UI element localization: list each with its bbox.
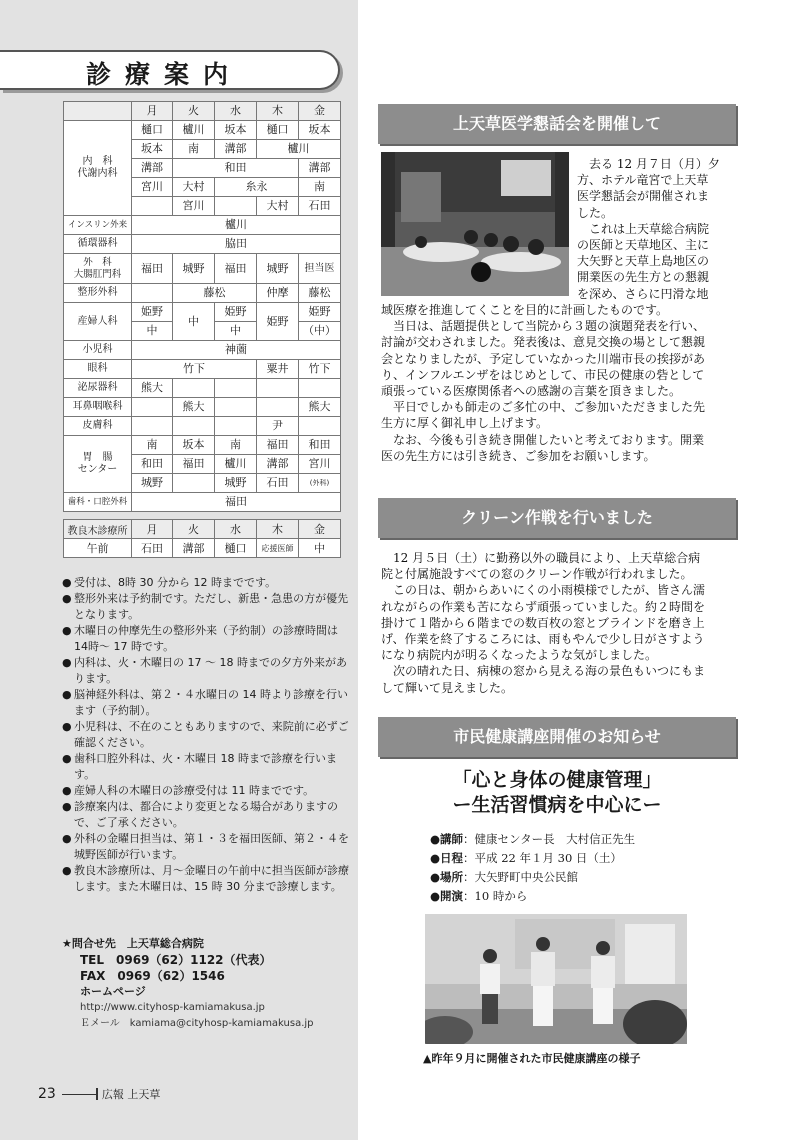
day-tue: 火 bbox=[173, 520, 215, 539]
schedule-header-row bbox=[64, 102, 341, 121]
nuki-clinic-label: 教良木診療所 bbox=[64, 520, 132, 539]
cell: 樋口 bbox=[215, 539, 257, 558]
text-line: げ、作業を終了するころには、雨もやんで少し日がさすよう bbox=[381, 632, 705, 647]
text-line: した。 bbox=[577, 205, 614, 220]
day-wed: 水 bbox=[215, 520, 257, 539]
cell: 粟井 bbox=[257, 360, 299, 379]
cell: 福田 bbox=[132, 493, 341, 512]
table-row bbox=[64, 379, 341, 398]
dept-jibika: 耳鼻咽喉科 bbox=[64, 398, 132, 417]
row-label: 午前 bbox=[64, 539, 132, 558]
cell bbox=[215, 417, 257, 436]
section-heading-lecture: 市民健康講座開催のお知らせ bbox=[378, 717, 736, 757]
text-line: 頑張っている医療関係者への感謝の言葉を頂きました。 bbox=[381, 384, 682, 399]
cell: 溝部 bbox=[132, 159, 173, 178]
footer-rule bbox=[62, 1094, 96, 1095]
text-line: して輝いて見えました。 bbox=[381, 680, 514, 695]
cell: 石田 bbox=[299, 197, 341, 216]
cell: 和田 bbox=[299, 436, 341, 455]
cell: 城野 bbox=[173, 254, 215, 284]
day-mon: 月 bbox=[132, 102, 173, 121]
text-line: 域医療を推進してくことを目的に計画したものです。 bbox=[381, 303, 669, 317]
left-panel bbox=[0, 0, 358, 1140]
cell: 脇田 bbox=[132, 235, 341, 254]
section-title-tab bbox=[0, 50, 340, 90]
lecture-lecturer bbox=[430, 830, 730, 849]
table-row bbox=[64, 284, 341, 303]
table-row bbox=[64, 417, 341, 436]
key: ●開演 bbox=[430, 889, 464, 903]
lecture-date bbox=[430, 849, 730, 868]
table-row bbox=[64, 216, 341, 235]
value: ：健康センター長 大村信正先生 bbox=[463, 832, 636, 846]
table-row bbox=[64, 436, 341, 455]
cell bbox=[173, 474, 215, 493]
text-line: の医師と天草地区、主に bbox=[577, 238, 710, 253]
text-line: り、インフルエンザをはじめとして、市民の健康の砦として bbox=[381, 367, 705, 382]
dept-seikei: 整形外科 bbox=[64, 284, 132, 303]
section-heading-clean: クリーン作戦を行いました bbox=[378, 498, 736, 538]
cell: 石田 bbox=[132, 539, 173, 558]
dept-junkanki: 循環器科 bbox=[64, 235, 132, 254]
cell: 城野 bbox=[132, 474, 173, 493]
cell: 神薗 bbox=[132, 341, 341, 360]
cell: 姫野 bbox=[257, 303, 299, 341]
cell: 仲摩 bbox=[257, 284, 299, 303]
dept-icho: 胃 腸 センター bbox=[64, 436, 132, 493]
cell: 坂本 bbox=[132, 140, 173, 159]
cell bbox=[299, 417, 341, 436]
nuki-clinic-table bbox=[63, 519, 341, 558]
dept-insulin: インスリン外来 bbox=[64, 216, 132, 235]
cell: 応援医師 bbox=[257, 539, 299, 558]
text-line: 会となりましたが、予定していなかった川端市長の挨拶があ bbox=[381, 351, 706, 366]
cell: 城野 bbox=[257, 254, 299, 284]
dept-shoni: 小児科 bbox=[64, 341, 132, 360]
text-line: 方、ホテル竜宮で上天草 bbox=[577, 173, 709, 188]
text-line: 平日でしかも師走のご多忙の中、ご参加いただきました先 bbox=[381, 400, 706, 415]
cell: 宮川 bbox=[132, 178, 173, 197]
cell bbox=[132, 197, 173, 216]
section-heading-konwakai: 上天草医学懇話会を開催して bbox=[378, 104, 736, 144]
cell: 熊大 bbox=[132, 379, 173, 398]
cell: 姫野 bbox=[215, 303, 257, 322]
text-line: 討論が交わされました。発表後は、意見交換の場として懇親 bbox=[381, 335, 706, 350]
cell bbox=[257, 398, 299, 417]
cell: 南 bbox=[173, 140, 215, 159]
cell bbox=[257, 379, 299, 398]
cell bbox=[173, 379, 215, 398]
table-row bbox=[64, 493, 341, 512]
cell: 和田 bbox=[173, 159, 299, 178]
cell: 櫨川 bbox=[132, 216, 341, 235]
cell: 南 bbox=[299, 178, 341, 197]
cell bbox=[132, 284, 173, 303]
cell: 福田 bbox=[132, 254, 173, 284]
cell: 溝部 bbox=[173, 539, 215, 558]
cell bbox=[173, 417, 215, 436]
text-line: 開業医の先生方との懇親 bbox=[577, 270, 710, 285]
cell: 中 bbox=[132, 322, 173, 341]
table-row bbox=[64, 121, 341, 140]
lecture-photo bbox=[425, 914, 687, 1044]
text-line: 院と付属施設すべての窓のクリーン作戦が行われました。 bbox=[381, 567, 693, 582]
text-line: を深め、さらに円滑な地 bbox=[577, 286, 709, 301]
cell: 福田 bbox=[257, 436, 299, 455]
cell: 中 bbox=[173, 303, 215, 341]
cell: 中 bbox=[299, 539, 341, 558]
cell: 大村 bbox=[173, 178, 215, 197]
dept-hinyoki: 泌尿器科 bbox=[64, 379, 132, 398]
key: ●日程 bbox=[430, 851, 464, 865]
day-fri: 金 bbox=[299, 102, 341, 121]
lecture-title bbox=[378, 768, 736, 818]
cell: 坂本 bbox=[299, 121, 341, 140]
cell: 樋口 bbox=[132, 121, 173, 140]
cell: 中 bbox=[215, 322, 257, 341]
meeting-photo bbox=[381, 152, 569, 296]
note-item: ● 受付は、8時 30 分から 12 時までです。 bbox=[62, 575, 352, 591]
note-item: ● 内科は、火・木曜日の 17 ～ 18 時までの夕方外来があります。 bbox=[62, 655, 352, 687]
cell: 藤松 bbox=[299, 284, 341, 303]
dept-hifuka: 皮膚科 bbox=[64, 417, 132, 436]
contact-tel: TEL 0969（62）1122（代表） bbox=[80, 953, 272, 967]
cell: 和田 bbox=[132, 455, 173, 474]
day-thu: 木 bbox=[257, 102, 299, 121]
dept-sanfujin: 産婦人科 bbox=[64, 303, 132, 341]
key: ●場所 bbox=[430, 870, 464, 884]
dept-shika: 歯科・口腔外科 bbox=[64, 493, 132, 512]
table-row bbox=[64, 303, 341, 322]
table-row bbox=[64, 341, 341, 360]
cell: 姫野 bbox=[299, 303, 341, 322]
page-number: 23 bbox=[38, 1086, 56, 1102]
cell: 福田 bbox=[215, 254, 257, 284]
cell bbox=[215, 398, 257, 417]
publication-name: 広報 上天草 bbox=[101, 1088, 161, 1101]
text-line: 医学懇話会が開催されま bbox=[577, 189, 710, 204]
article-clean-body bbox=[381, 550, 741, 696]
note-item: ● 木曜日の仲摩先生の整形外来（予約制）の診療時間は 14時～ 17 時です。 bbox=[62, 623, 352, 655]
lecture-title-sub: ー生活習慣病を中心にー bbox=[452, 794, 662, 816]
cell: 宮川 bbox=[299, 455, 341, 474]
cell bbox=[132, 398, 173, 417]
note-item: ● 小児科は、不在のこともありますので、来院前に必ずご確認ください。 bbox=[62, 719, 352, 751]
contact-url[interactable]: http://www.cityhosp-kamiamakusa.jp bbox=[80, 1002, 265, 1013]
cell: 坂本 bbox=[173, 436, 215, 455]
cell: 南 bbox=[132, 436, 173, 455]
article-konwakai-wrap bbox=[577, 156, 737, 302]
contact-block bbox=[62, 936, 352, 1032]
text-line: この日は、朝からあいにくの小雨模様でしたが、皆さん濡 bbox=[381, 583, 706, 598]
cell: 熊大 bbox=[299, 398, 341, 417]
contact-fax: FAX 0969（62）1546 bbox=[80, 969, 225, 983]
cell: 大村 bbox=[257, 197, 299, 216]
table-row bbox=[64, 539, 341, 558]
dept-ganka: 眼科 bbox=[64, 360, 132, 379]
value: ：10 時から bbox=[463, 889, 528, 903]
text-line: 去る 12 月７日（月）夕 bbox=[577, 157, 720, 171]
cell: 担当医 bbox=[299, 254, 341, 284]
contact-hp-label: ホームページ bbox=[80, 985, 146, 998]
cell: 南 bbox=[215, 436, 257, 455]
cell: 石田 bbox=[257, 474, 299, 493]
cell bbox=[215, 379, 257, 398]
cell bbox=[215, 197, 257, 216]
text-line: になり病院内が明るくなったような気がしました。 bbox=[381, 648, 658, 663]
table-row bbox=[64, 360, 341, 379]
cell: 尹 bbox=[257, 417, 299, 436]
cell: 櫨川 bbox=[173, 121, 215, 140]
text-line: 生方に厚く御礼申し上げます。 bbox=[381, 416, 549, 431]
lecture-photo-caption: ▲昨年９月に開催された市民健康講座の様子 bbox=[423, 1052, 641, 1065]
cell: 竹下 bbox=[132, 360, 257, 379]
cell: 竹下 bbox=[299, 360, 341, 379]
note-item: ● 教良木診療所は、月～金曜日の午前中に担当医師が診療します。また木曜日は、15 時 30 分まで診療します。 bbox=[62, 863, 352, 895]
corner-cell bbox=[64, 102, 132, 121]
table-row bbox=[64, 235, 341, 254]
cell: 宮川 bbox=[173, 197, 215, 216]
cell: 坂本 bbox=[215, 121, 257, 140]
dept-naika: 内 科 代謝内科 bbox=[64, 121, 132, 216]
note-item: ● 脳神経外科は、第２・４水曜日の 14 時より診療を行います（予約制）。 bbox=[62, 687, 352, 719]
cell: 藤松 bbox=[173, 284, 257, 303]
table-row bbox=[64, 520, 341, 539]
cell: 糸永 bbox=[215, 178, 299, 197]
cell: 溝部 bbox=[299, 159, 341, 178]
text-line: 12 月５日（土）に勤務以外の職員により、上天草総合病 bbox=[381, 551, 701, 565]
contact-email[interactable]: Ｅメール kamiama@cityhosp-kamiamakusa.jp bbox=[80, 1018, 314, 1029]
lecture-details bbox=[430, 830, 730, 906]
notes-list bbox=[62, 575, 352, 895]
schedule-table bbox=[63, 101, 341, 512]
cell: (外科) bbox=[299, 474, 341, 493]
page-footer bbox=[38, 1086, 160, 1102]
value: ：平成 22 年１月 30 日（土） bbox=[463, 851, 622, 865]
note-item: ● 歯科口腔外科は、火・木曜日 18 時まで診療を行います。 bbox=[62, 751, 352, 783]
day-fri: 金 bbox=[299, 520, 341, 539]
cell: 樋口 bbox=[257, 121, 299, 140]
cell bbox=[299, 379, 341, 398]
text-line: 大矢野と天草上島地区の bbox=[577, 254, 710, 269]
cell: 溝部 bbox=[257, 455, 299, 474]
article-konwakai-body bbox=[381, 302, 741, 464]
dept-geka: 外 科 大腸肛門科 bbox=[64, 254, 132, 284]
note-item: ● 整形外来は予約制です。ただし、新患・急患の方が優先となります。 bbox=[62, 591, 352, 623]
value: ：大矢野町中央公民館 bbox=[463, 870, 579, 884]
day-thu: 木 bbox=[257, 520, 299, 539]
table-row bbox=[64, 398, 341, 417]
cell: 福田 bbox=[173, 455, 215, 474]
text-line: 当日は、話題提供として当院から３題の演題発表を行い、 bbox=[381, 319, 706, 334]
page-title: 診療案内 bbox=[86, 60, 243, 89]
text-line: 次の晴れた日、病棟の窓から見える海の景色もいつにもま bbox=[381, 664, 706, 679]
text-line: 掛けて１階から６階までの数百枚の窓とブラインドを磨き上 bbox=[381, 615, 705, 630]
cell: 城野 bbox=[215, 474, 257, 493]
cell: 溝部 bbox=[215, 140, 257, 159]
cell: 熊大 bbox=[173, 398, 215, 417]
cell: 櫨川 bbox=[257, 140, 341, 159]
text-line: れながらの作業も苦にならず頑張っていました。約２時間を bbox=[381, 599, 706, 614]
text-line: これは上天草総合病院 bbox=[577, 221, 710, 236]
lecture-time bbox=[430, 887, 730, 906]
note-item: ● 診療案内は、都合により変更となる場合がありますので、ご了承ください。 bbox=[62, 799, 352, 831]
note-item: ● 外科の金曜日担当は、第１・３を福田医師、第２・４を城野医師が行います。 bbox=[62, 831, 352, 863]
table-row bbox=[64, 254, 341, 284]
key: ●講師 bbox=[430, 832, 464, 846]
lecture-place bbox=[430, 868, 730, 887]
note-item: ● 産婦人科の木曜日の診療受付は 11 時までです。 bbox=[62, 783, 352, 799]
day-wed: 水 bbox=[215, 102, 257, 121]
day-mon: 月 bbox=[132, 520, 173, 539]
cell bbox=[132, 417, 173, 436]
lecture-title-main: 「心と身体の健康管理」 bbox=[452, 769, 662, 791]
text-line: 医の先生方には引き続き、ご参加をお願いします。 bbox=[381, 448, 656, 463]
cell: 櫨川 bbox=[215, 455, 257, 474]
footer-bar bbox=[96, 1088, 98, 1100]
day-tue: 火 bbox=[173, 102, 215, 121]
contact-heading: ★問合せ先 上天草総合病院 bbox=[62, 937, 204, 950]
cell: （中） bbox=[299, 322, 341, 341]
cell: 姫野 bbox=[132, 303, 173, 322]
text-line: なお、今後も引き続き開催したいと考えております。開業 bbox=[381, 432, 705, 447]
